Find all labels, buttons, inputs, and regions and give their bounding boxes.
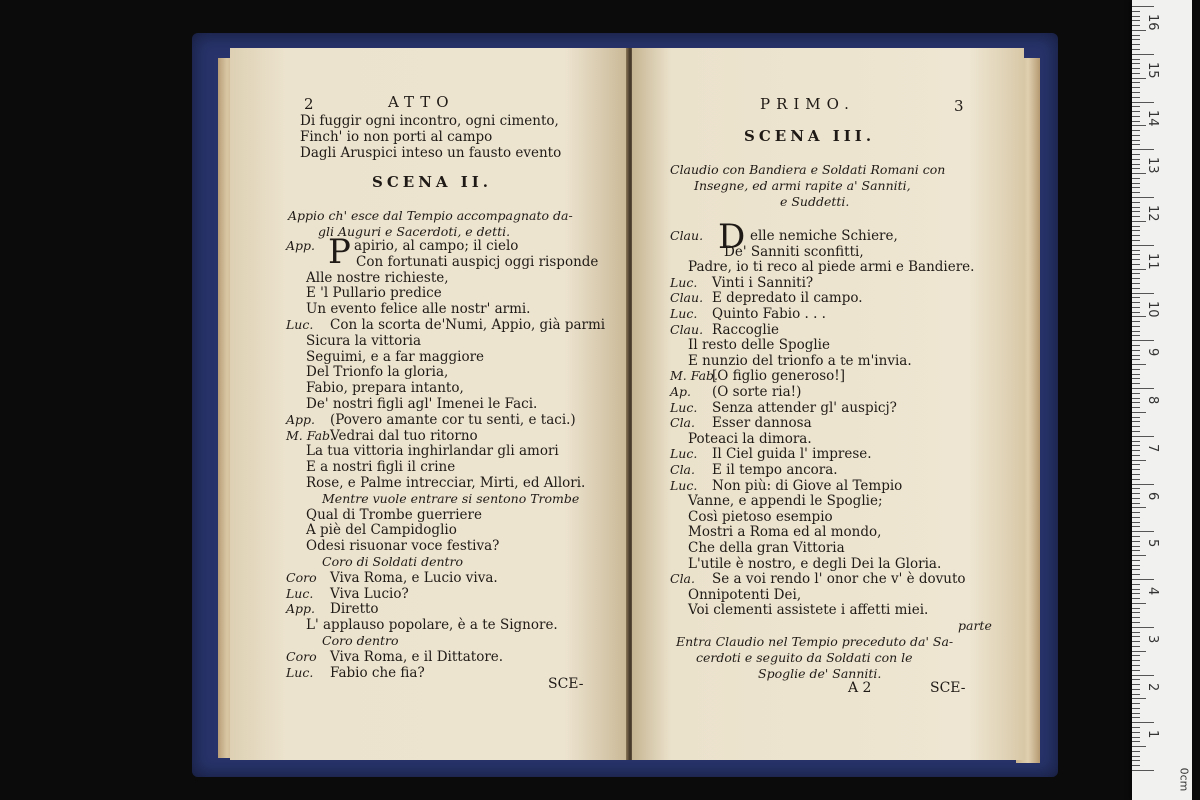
ruler-tick bbox=[1132, 593, 1140, 594]
ruler-number: 4 bbox=[1145, 587, 1160, 596]
dialogue-line: Il Ciel guida l' imprese. bbox=[712, 446, 872, 463]
speaker-label: Luc. bbox=[670, 399, 698, 415]
ruler-tick bbox=[1132, 765, 1140, 766]
ruler-tick bbox=[1132, 603, 1146, 604]
ruler-tick bbox=[1132, 312, 1140, 313]
ruler-tick bbox=[1132, 698, 1146, 699]
stage-direction: Insegne, ed armi rapite a' Sanniti, bbox=[694, 178, 911, 193]
ruler-tick bbox=[1132, 684, 1140, 685]
dialogue-line: apirio, al campo; il cielo bbox=[354, 238, 519, 254]
speaker-label: Cla. bbox=[670, 571, 695, 587]
ruler-tick bbox=[1132, 316, 1146, 317]
ruler-number: 5 bbox=[1145, 539, 1160, 548]
ruler-tick bbox=[1132, 398, 1140, 399]
ruler-tick bbox=[1132, 264, 1140, 265]
speaker-label: M. Fab. bbox=[670, 368, 718, 384]
ruler-number: 3 bbox=[1145, 634, 1160, 644]
ruler-tick bbox=[1132, 345, 1140, 346]
ruler-tick bbox=[1132, 183, 1140, 184]
ruler-tick bbox=[1132, 383, 1140, 384]
ruler-number: 12 bbox=[1145, 205, 1160, 222]
ruler-tick bbox=[1132, 679, 1140, 680]
dialogue-line: Esser dannosa bbox=[712, 415, 812, 432]
dialogue-line: Vinti i Sanniti? bbox=[712, 274, 814, 291]
ruler-tick bbox=[1132, 125, 1146, 126]
speaker-label: Cla. bbox=[670, 462, 695, 477]
dialogue-line: A piè del Campidoglio bbox=[306, 522, 457, 539]
ruler-tick bbox=[1132, 541, 1140, 542]
ruler-tick bbox=[1132, 121, 1140, 122]
dialogue-line: Coro dentro bbox=[322, 633, 399, 648]
ruler-number: 6 bbox=[1145, 491, 1160, 500]
ruler-tick bbox=[1132, 192, 1140, 193]
ruler-tick bbox=[1132, 479, 1140, 480]
speaker-label: Luc. bbox=[286, 317, 314, 332]
stage-direction: Appio ch' esce dal Tempio accompagnato da- bbox=[288, 208, 573, 223]
speaker-label: Clau. bbox=[670, 290, 704, 306]
dialogue-line: Così pietoso esempio bbox=[688, 508, 833, 525]
ruler-tick bbox=[1132, 445, 1140, 446]
verse-line: Dagli Aruspici inteso un fausto evento bbox=[300, 145, 562, 161]
ruler-tick bbox=[1132, 135, 1140, 136]
catchword: SCE- bbox=[930, 680, 966, 696]
speaker-label: Luc. bbox=[670, 306, 698, 321]
ruler-tick bbox=[1132, 321, 1140, 322]
dialogue-line: Mostri a Roma ed al mondo, bbox=[688, 524, 882, 541]
ruler-tick bbox=[1132, 770, 1154, 771]
speaker-label: Coro bbox=[286, 569, 317, 585]
ruler-tick bbox=[1132, 555, 1146, 556]
speaker-label: Luc. bbox=[670, 446, 698, 462]
closing-direction: Spoglie de' Sanniti. bbox=[758, 666, 882, 681]
ruler-tick bbox=[1132, 756, 1140, 757]
ruler-tick bbox=[1132, 579, 1154, 580]
ruler-tick bbox=[1132, 727, 1140, 728]
running-head: PRIMO. bbox=[760, 95, 855, 113]
ruler-tick bbox=[1132, 450, 1140, 451]
dialogue-line: Se a voi rendo l' onor che v' è dovuto bbox=[712, 571, 966, 588]
dialogue-line: Un evento felice alle nostr' armi. bbox=[306, 301, 531, 318]
ruler-tick bbox=[1132, 689, 1140, 690]
dialogue-line: Viva Lucio? bbox=[330, 585, 409, 602]
ruler-tick bbox=[1132, 503, 1140, 504]
ruler-tick bbox=[1132, 660, 1140, 661]
ruler-tick bbox=[1132, 665, 1140, 666]
ruler-tick bbox=[1132, 302, 1140, 303]
ruler-tick bbox=[1132, 59, 1140, 60]
dialogue-line: Viva Roma, e Lucio viva. bbox=[330, 569, 498, 586]
ruler-number: 14 bbox=[1145, 109, 1160, 127]
dialogue-line: Quinto Fabio . . . bbox=[712, 306, 826, 322]
dialogue-line: Viva Roma, e il Dittatore. bbox=[330, 648, 504, 665]
page-number: 2 bbox=[304, 95, 314, 113]
ruler-tick bbox=[1132, 16, 1140, 17]
ruler-tick bbox=[1132, 288, 1140, 289]
ruler-tick bbox=[1132, 441, 1140, 442]
speaker-label: Ap. bbox=[670, 384, 692, 399]
dialogue-line: E 'l Pullario predice bbox=[306, 285, 442, 302]
ruler-tick bbox=[1132, 612, 1140, 613]
ruler-tick bbox=[1132, 269, 1146, 270]
ruler-tick bbox=[1132, 154, 1140, 155]
dialogue-line: Rose, e Palme intrecciar, Mirti, ed Allori. bbox=[306, 475, 586, 491]
ruler-number: 8 bbox=[1145, 396, 1160, 405]
dialogue-line: Fabio, prepara intanto, bbox=[306, 380, 464, 397]
ruler-number: 11 bbox=[1145, 252, 1160, 270]
ruler-tick bbox=[1132, 746, 1146, 747]
ruler-tick bbox=[1132, 73, 1140, 74]
stage-direction: gli Auguri e Sacerdoti, e detti. bbox=[318, 224, 511, 239]
ruler-number: 13 bbox=[1145, 157, 1160, 174]
ruler-tick bbox=[1132, 11, 1140, 12]
ruler-tick bbox=[1132, 221, 1146, 222]
dialogue-line: Non più: di Giove al Tempio bbox=[712, 477, 903, 494]
ruler-tick bbox=[1132, 694, 1140, 695]
dialogue-line: Che della gran Vittoria bbox=[688, 540, 845, 556]
ruler-tick bbox=[1132, 116, 1140, 117]
ruler-tick bbox=[1132, 641, 1140, 642]
ruler-tick bbox=[1132, 54, 1154, 55]
ruler-tick bbox=[1132, 35, 1140, 36]
speaker-label: Luc. bbox=[670, 274, 698, 290]
ruler-tick bbox=[1132, 230, 1140, 231]
ruler-tick bbox=[1132, 421, 1140, 422]
verse-line: Di fuggir ogni incontro, ogni cimento, bbox=[300, 113, 559, 129]
ruler-tick bbox=[1132, 92, 1140, 93]
ruler-tick bbox=[1132, 402, 1140, 403]
ruler-tick bbox=[1132, 536, 1140, 537]
ruler-tick bbox=[1132, 407, 1140, 408]
dialogue-line: Del Trionfo la gloria, bbox=[306, 364, 449, 381]
ruler-tick bbox=[1132, 460, 1146, 461]
dialogue-line: E a nostri figli il crine bbox=[306, 459, 456, 476]
scene-title: SCENA III. bbox=[744, 127, 876, 145]
ruler-tick bbox=[1132, 259, 1140, 260]
ruler-tick bbox=[1132, 202, 1140, 203]
ruler-tick bbox=[1132, 517, 1140, 518]
closing-direction: cerdoti e seguito da Soldati con le bbox=[696, 650, 913, 665]
drop-cap: D bbox=[718, 217, 746, 257]
ruler-tick bbox=[1132, 412, 1146, 413]
dialogue-line: Il resto delle Spoglie bbox=[688, 337, 830, 354]
page-number: 3 bbox=[954, 97, 964, 115]
speaker-label: App. bbox=[286, 238, 316, 253]
dialogue-line: L'utile è nostro, e degli Dei la Gloria. bbox=[688, 555, 942, 572]
dialogue-line: Qual di Trombe guerriere bbox=[306, 506, 482, 523]
ruler-tick bbox=[1132, 254, 1140, 255]
ruler-tick bbox=[1132, 574, 1140, 575]
ruler-tick bbox=[1132, 760, 1140, 761]
dialogue-line: Odesi risuonar voce festiva? bbox=[306, 538, 500, 555]
dialogue-line: E il tempo ancora. bbox=[712, 462, 838, 478]
ruler-tick bbox=[1132, 431, 1140, 432]
ruler-tick bbox=[1132, 675, 1154, 676]
dialogue-line: Raccoglie bbox=[712, 321, 780, 338]
speaker-label: Luc. bbox=[286, 585, 314, 601]
ruler-tick bbox=[1132, 364, 1146, 365]
ruler-tick bbox=[1132, 636, 1140, 637]
ruler-tick bbox=[1132, 632, 1140, 633]
speaker-label: Clau. bbox=[670, 228, 704, 243]
ruler-tick bbox=[1132, 278, 1140, 279]
ruler-tick bbox=[1132, 187, 1140, 188]
ruler-tick bbox=[1132, 512, 1140, 513]
ruler-tick bbox=[1132, 78, 1146, 79]
ruler-tick bbox=[1132, 25, 1140, 26]
drop-cap: P bbox=[328, 232, 351, 272]
right-page bbox=[632, 48, 1024, 760]
ruler-tick bbox=[1132, 455, 1140, 456]
ruler-tick bbox=[1132, 149, 1154, 150]
ruler-tick bbox=[1132, 589, 1140, 590]
ruler-tick bbox=[1132, 307, 1140, 308]
dialogue-line: Seguimi, e a far maggiore bbox=[306, 348, 485, 365]
ruler-tick bbox=[1132, 240, 1140, 241]
ruler-tick bbox=[1132, 646, 1140, 647]
ruler-tick bbox=[1132, 550, 1140, 551]
speaker-label: Cla. bbox=[670, 415, 695, 431]
ruler-tick bbox=[1132, 488, 1140, 489]
ruler-tick bbox=[1132, 531, 1154, 532]
ruler-tick bbox=[1132, 20, 1140, 21]
measuring-ruler bbox=[1132, 0, 1192, 800]
ruler-number: 10 bbox=[1145, 300, 1160, 318]
signature-mark: A 2 bbox=[848, 680, 872, 696]
ruler-number: 15 bbox=[1145, 61, 1160, 79]
ruler-tick bbox=[1132, 87, 1140, 88]
ruler-tick bbox=[1132, 522, 1140, 523]
ruler-tick bbox=[1132, 197, 1154, 198]
dialogue-line: (O sorte ria!) bbox=[712, 384, 802, 400]
ruler-tick bbox=[1132, 622, 1140, 623]
ruler-tick bbox=[1132, 627, 1154, 628]
ruler-tick bbox=[1132, 374, 1140, 375]
ruler-tick bbox=[1132, 63, 1140, 64]
dialogue-line: La tua vittoria inghirlandar gli amori bbox=[306, 443, 559, 460]
dialogue-line: De' Sanniti sconfitti, bbox=[724, 243, 864, 260]
speaker-label: Clau. bbox=[670, 321, 704, 337]
ruler-tick bbox=[1132, 469, 1140, 470]
ruler-number: 7 bbox=[1145, 443, 1160, 453]
ruler-tick bbox=[1132, 436, 1154, 437]
ruler-tick bbox=[1132, 164, 1140, 165]
ruler-tick bbox=[1132, 49, 1140, 50]
ruler-tick bbox=[1132, 159, 1140, 160]
ruler-tick bbox=[1132, 6, 1154, 7]
ruler-tick bbox=[1132, 617, 1140, 618]
ruler-tick bbox=[1132, 369, 1140, 370]
ruler-tick bbox=[1132, 355, 1140, 356]
dialogue-line: Padre, io ti reco al piede armi e Bandiere. bbox=[688, 259, 975, 276]
dialogue-line: Onnipotenti Dei, bbox=[688, 586, 802, 603]
ruler-tick bbox=[1132, 741, 1140, 742]
ruler-tick bbox=[1132, 417, 1140, 418]
ruler-unit: 0cm bbox=[1177, 767, 1191, 792]
ruler-tick bbox=[1132, 340, 1154, 341]
ruler-tick bbox=[1132, 493, 1140, 494]
ruler-tick bbox=[1132, 102, 1154, 103]
ruler-number: 9 bbox=[1145, 348, 1160, 357]
ruler-tick bbox=[1132, 670, 1140, 671]
ruler-tick bbox=[1132, 426, 1140, 427]
ruler-tick bbox=[1132, 560, 1140, 561]
ruler-tick bbox=[1132, 584, 1140, 585]
ruler-tick bbox=[1132, 283, 1140, 284]
ruler-tick bbox=[1132, 326, 1140, 327]
dialogue-line: Sicura la vittoria bbox=[306, 332, 422, 349]
speaker-label: Coro bbox=[286, 648, 317, 664]
dialogue-line: Fabio che fia? bbox=[330, 664, 425, 681]
ruler-tick bbox=[1132, 216, 1140, 217]
ruler-tick bbox=[1132, 97, 1140, 98]
ruler-tick bbox=[1132, 388, 1154, 389]
ruler-tick bbox=[1132, 144, 1140, 145]
ruler-tick bbox=[1132, 565, 1140, 566]
closing-direction: Entra Claudio nel Tempio preceduto da' Sa- bbox=[676, 634, 954, 649]
ruler-tick bbox=[1132, 68, 1140, 69]
ruler-tick bbox=[1132, 293, 1154, 294]
running-head: ATTO bbox=[388, 93, 455, 111]
ruler-tick bbox=[1132, 211, 1140, 212]
speaker-label: Luc. bbox=[670, 477, 698, 493]
dialogue-line: elle nemiche Schiere, bbox=[750, 228, 898, 244]
ruler-tick bbox=[1132, 111, 1140, 112]
ruler-tick bbox=[1132, 297, 1140, 298]
ruler-tick bbox=[1132, 350, 1140, 351]
dialogue-line: Alle nostre richieste, bbox=[306, 269, 449, 286]
dialogue-line: Voi clementi assistete i affetti miei. bbox=[688, 602, 929, 619]
dialogue-line: L' applauso popolare, è a te Signore. bbox=[306, 617, 558, 634]
ruler-tick bbox=[1132, 335, 1140, 336]
ruler-tick bbox=[1132, 30, 1146, 31]
ruler-tick bbox=[1132, 245, 1154, 246]
ruler-tick bbox=[1132, 737, 1140, 738]
ruler-tick bbox=[1132, 106, 1140, 107]
ruler-number: 2 bbox=[1145, 682, 1160, 691]
exit-note: parte bbox=[958, 618, 992, 633]
ruler-tick bbox=[1132, 331, 1140, 332]
dialogue-line: De' nostri figli agl' Imenei le Faci. bbox=[306, 396, 538, 412]
ruler-tick bbox=[1132, 598, 1140, 599]
ruler-tick bbox=[1132, 608, 1140, 609]
dialogue-line: Vedrai dal tuo ritorno bbox=[330, 427, 478, 444]
ruler-tick bbox=[1132, 713, 1140, 714]
ruler-tick bbox=[1132, 82, 1140, 83]
ruler-tick bbox=[1132, 546, 1140, 547]
ruler-number: 1 bbox=[1145, 730, 1160, 739]
dialogue-line: Con la scorta de'Numi, Appio, già parmi bbox=[330, 317, 606, 333]
stage-direction: Claudio con Bandiera e Soldati Romani con bbox=[670, 162, 946, 177]
dialogue-line: Mentre vuole entrare si sentono Trombe bbox=[322, 490, 580, 506]
ruler-tick bbox=[1132, 751, 1140, 752]
ruler-tick bbox=[1132, 717, 1140, 718]
ruler-tick bbox=[1132, 359, 1140, 360]
ruler-tick bbox=[1132, 393, 1140, 394]
ruler-tick bbox=[1132, 39, 1140, 40]
ruler-tick bbox=[1132, 44, 1140, 45]
ruler-tick bbox=[1132, 722, 1154, 723]
speaker-label: M. Fab. bbox=[286, 427, 334, 443]
dialogue-line: [O figlio generoso!] bbox=[712, 368, 845, 385]
speaker-label: App. bbox=[286, 411, 316, 427]
dialogue-line: (Povero amante cor tu senti, e taci.) bbox=[330, 411, 576, 428]
left-page bbox=[230, 48, 628, 760]
ruler-tick bbox=[1132, 655, 1140, 656]
dialogue-line: Diretto bbox=[330, 601, 379, 618]
ruler-tick bbox=[1132, 140, 1140, 141]
ruler-tick bbox=[1132, 273, 1140, 274]
dialogue-line: Poteaci la dimora. bbox=[688, 430, 812, 447]
dialogue-line: E depredato il campo. bbox=[712, 290, 863, 307]
dialogue-line: Senza attender gl' auspicj? bbox=[712, 399, 897, 416]
ruler-tick bbox=[1132, 168, 1140, 169]
ruler-tick bbox=[1132, 708, 1140, 709]
ruler-tick bbox=[1132, 235, 1140, 236]
ruler-number: 16 bbox=[1145, 14, 1160, 31]
dialogue-line: Vanne, e appendi le Spoglie; bbox=[688, 493, 883, 510]
ruler-tick bbox=[1132, 526, 1140, 527]
ruler-tick bbox=[1132, 651, 1146, 652]
dialogue-line: Coro di Soldati dentro bbox=[322, 554, 464, 569]
ruler-tick bbox=[1132, 207, 1140, 208]
ruler-tick bbox=[1132, 703, 1140, 704]
ruler-tick bbox=[1132, 507, 1146, 508]
ruler-tick bbox=[1132, 378, 1140, 379]
ruler-tick bbox=[1132, 474, 1140, 475]
speaker-label: Luc. bbox=[286, 664, 314, 680]
verse-line: Finch' io non porti al campo bbox=[300, 129, 493, 145]
ruler-tick bbox=[1132, 226, 1140, 227]
ruler-tick bbox=[1132, 498, 1140, 499]
ruler-tick bbox=[1132, 569, 1140, 570]
ruler-tick bbox=[1132, 178, 1140, 179]
catchword: SCE- bbox=[548, 676, 584, 692]
ruler-tick bbox=[1132, 130, 1140, 131]
ruler-tick bbox=[1132, 464, 1140, 465]
dialogue-line: E nunzio del trionfo a te m'invia. bbox=[688, 352, 912, 369]
dialogue-line: Con fortunati auspicj oggi risponde bbox=[356, 253, 599, 270]
ruler-tick bbox=[1132, 173, 1146, 174]
ruler-tick bbox=[1132, 732, 1140, 733]
ruler-tick bbox=[1132, 484, 1154, 485]
speaker-label: App. bbox=[286, 601, 316, 617]
stage-direction: e Suddetti. bbox=[780, 194, 850, 209]
ruler-tick bbox=[1132, 250, 1140, 251]
scene-title: SCENA II. bbox=[372, 173, 493, 191]
